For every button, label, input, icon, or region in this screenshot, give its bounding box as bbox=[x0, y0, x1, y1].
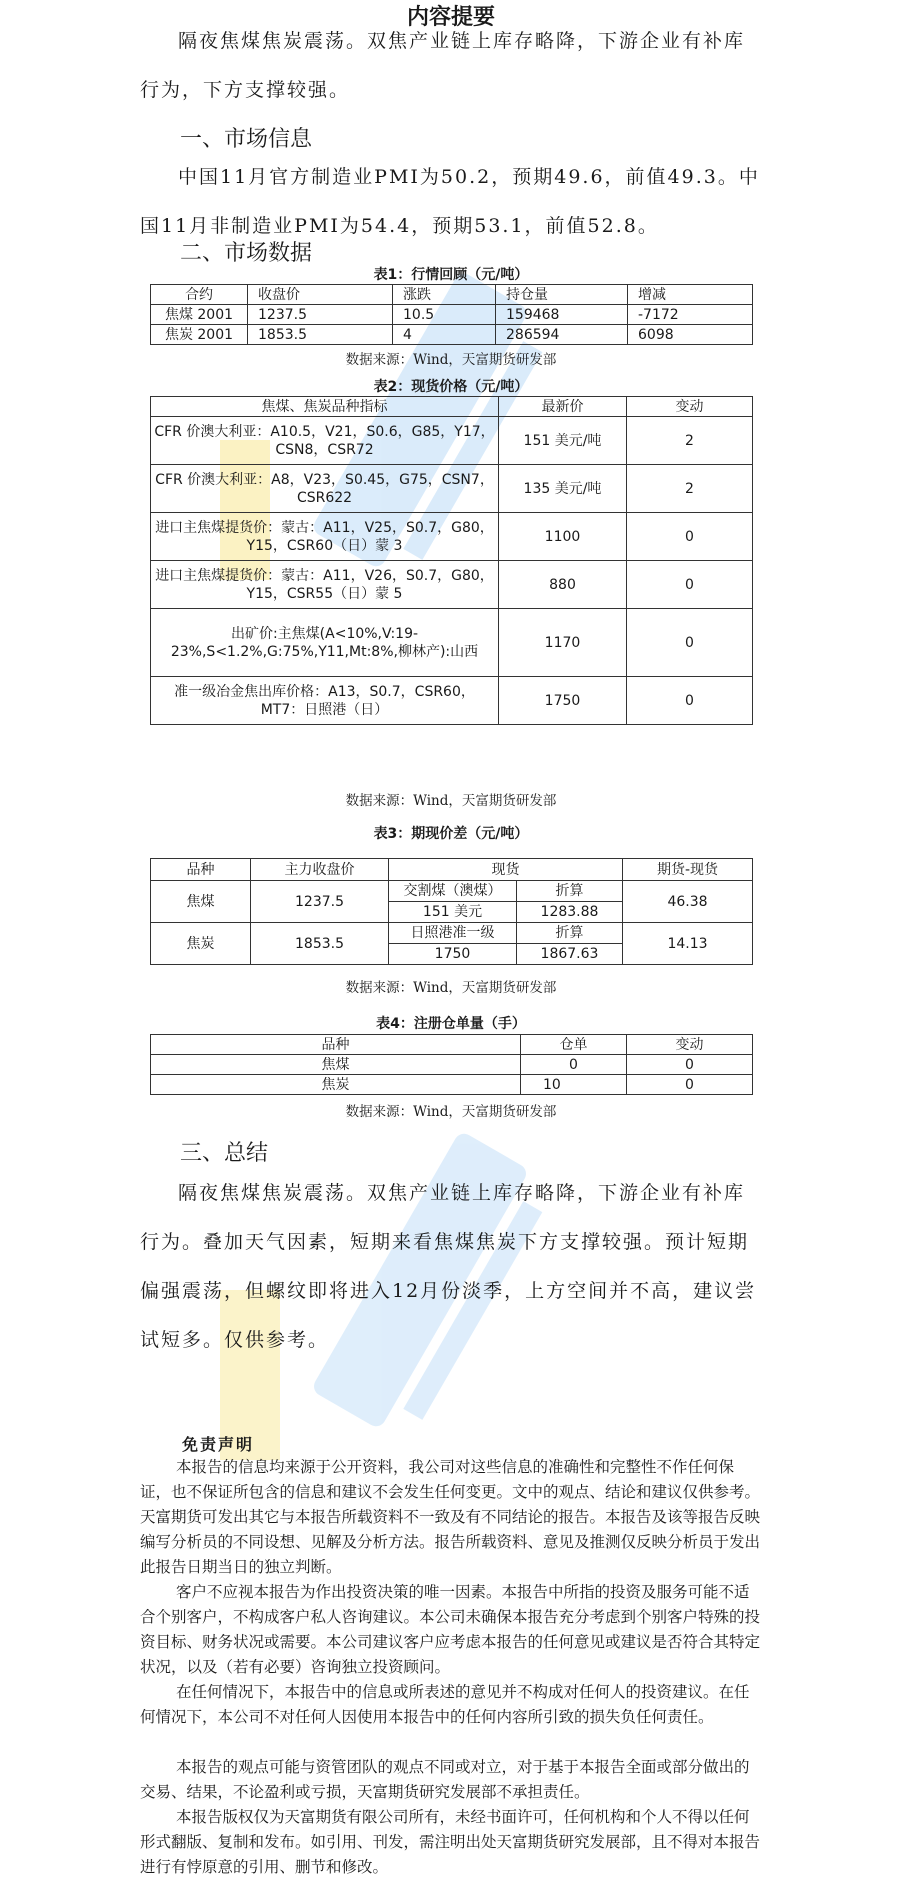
disclaimer-title: 免责声明 bbox=[182, 1435, 255, 1454]
table2 bbox=[150, 396, 753, 725]
disclaimer-paragraph-4: 本报告的观点可能与资管团队的观点不同或对立，对于基于本报告全面或部分做出的交易、结果，不论盈利或亏损，天富期货研究发展部不承担责任。 bbox=[140, 1758, 750, 1801]
table-cell: 0 bbox=[627, 561, 753, 609]
table1-caption: 表1：行情回顾（元/吨） bbox=[373, 267, 529, 283]
table-cell: 2 bbox=[627, 465, 753, 513]
table-cell: 0 bbox=[627, 677, 753, 725]
table-cell: 46.38 bbox=[623, 881, 753, 923]
disclaimer-paragraph-3: 在任何情况下，本报告中的信息或所表述的意见并不构成对任何人的投资建议。在任何情况下，本公司不对任何人因使用本报告中的任何内容所引致的损失负任何责任。 bbox=[140, 1683, 750, 1726]
table-cell: 4 bbox=[393, 325, 496, 345]
table-cell: 0 bbox=[627, 513, 753, 561]
table-cell: 焦煤 2001 bbox=[151, 305, 248, 325]
table4-header-row bbox=[151, 1035, 753, 1055]
table-cell: 1283.88 bbox=[517, 902, 623, 923]
table-cell: -7172 bbox=[628, 305, 753, 325]
table-row bbox=[151, 513, 753, 561]
table-row bbox=[151, 677, 753, 725]
table-cell: 1750 bbox=[389, 944, 517, 965]
table-cell: 焦炭 2001 bbox=[151, 325, 248, 345]
table-cell: 10.5 bbox=[393, 305, 496, 325]
table-row bbox=[151, 881, 753, 902]
table-cell: 进口主焦煤提货价：蒙古：A11，V25，S0.7，G80，Y15，CSR60（日）蒙 3 bbox=[151, 513, 499, 561]
table-cell: 1100 bbox=[499, 513, 627, 561]
table4-caption: 表4：注册仓单量（手） bbox=[376, 1016, 526, 1032]
conclusion-paragraph: 隔夜焦煤焦炭震荡。双焦产业链上库存略降，下游企业有补库行为。叠加天气因素，短期来看焦煤焦炭下方支撑较强。预计短期偏强震荡，但螺纹即将进入12月份淡季，上方空间并不高，建议尝试短多。仅供参考。 bbox=[140, 1182, 757, 1351]
table-cell: 0 bbox=[627, 1075, 753, 1095]
table2-header: 最新价 bbox=[499, 397, 627, 417]
table-cell: 159468 bbox=[496, 305, 628, 325]
table-cell: 出矿价:主焦煤(A<10%,V:19-23%,S<1.2%,G:75%,Y11,Mt:8%,柳林产):山西 bbox=[151, 609, 499, 677]
table3-header: 现货 bbox=[389, 859, 623, 881]
table1-header: 增减 bbox=[628, 285, 753, 305]
table2-caption: 表2：现货价格（元/吨） bbox=[373, 379, 529, 395]
table-cell: 焦煤 bbox=[151, 1055, 521, 1075]
table2-header: 变动 bbox=[627, 397, 753, 417]
table-row bbox=[151, 1055, 753, 1075]
table-cell: CFR 价澳大利亚：A10.5，V21，S0.6，G85，Y17，CSN8，CSR72 bbox=[151, 417, 499, 465]
table-cell: 焦煤 bbox=[151, 881, 251, 923]
table1-header: 合约 bbox=[151, 285, 248, 305]
table-cell: 0 bbox=[521, 1055, 627, 1075]
table3 bbox=[150, 858, 753, 965]
table4-header: 变动 bbox=[627, 1035, 753, 1055]
table-cell: 准一级冶金焦出库价格：A13，S0.7，CSR60，MT7：日照港（日） bbox=[151, 677, 499, 725]
table-row bbox=[151, 325, 753, 345]
table-cell: 151 美元 bbox=[389, 902, 517, 923]
table-cell: 0 bbox=[627, 1055, 753, 1075]
table1-source: 数据来源：Wind，天富期货研发部 bbox=[345, 352, 557, 368]
table-cell: 1750 bbox=[499, 677, 627, 725]
table-cell: 1170 bbox=[499, 609, 627, 677]
section-heading-summary: 三、总结 bbox=[180, 1141, 269, 1166]
table-row bbox=[151, 923, 753, 944]
table-cell: 进口主焦煤提货价：蒙古：A11，V26，S0.7，G80，Y15，CSR55（日）蒙 5 bbox=[151, 561, 499, 609]
table3-header: 品种 bbox=[151, 859, 251, 881]
table-row bbox=[151, 1075, 753, 1095]
table-row bbox=[151, 305, 753, 325]
table-cell: 0 bbox=[627, 609, 753, 677]
table-cell: 1237.5 bbox=[251, 881, 389, 923]
table-row bbox=[151, 609, 753, 677]
table-cell: 880 bbox=[499, 561, 627, 609]
section-heading-market-data: 二、市场数据 bbox=[180, 241, 313, 266]
table-cell: 折算 bbox=[517, 881, 623, 902]
table4-source: 数据来源：Wind，天富期货研发部 bbox=[345, 1104, 557, 1120]
table4 bbox=[150, 1034, 753, 1095]
table-cell: 1867.63 bbox=[517, 944, 623, 965]
table-cell: 10 bbox=[521, 1075, 627, 1095]
table-cell: 286594 bbox=[496, 325, 628, 345]
table2-header-row bbox=[151, 397, 753, 417]
table-cell: 6098 bbox=[628, 325, 753, 345]
table4-header: 品种 bbox=[151, 1035, 521, 1055]
table1-header: 持仓量 bbox=[496, 285, 628, 305]
table-row bbox=[151, 417, 753, 465]
table1-header: 涨跌 bbox=[393, 285, 496, 305]
table3-header: 主力收盘价 bbox=[251, 859, 389, 881]
table-cell: 日照港准一级 bbox=[389, 923, 517, 944]
table-cell: 折算 bbox=[517, 923, 623, 944]
market-info-paragraph: 中国11月官方制造业PMI为50.2，预期49.6，前值49.3。中国11月非制造业PMI为54.4，预期53.1，前值52.8。 bbox=[140, 166, 760, 237]
table-cell: 2 bbox=[627, 417, 753, 465]
table2-header: 焦煤、焦炭品种指标 bbox=[151, 397, 499, 417]
table-cell: 焦炭 bbox=[151, 1075, 521, 1095]
table3-caption: 表3：期现价差（元/吨） bbox=[373, 826, 529, 842]
table-cell: CFR 价澳大利亚：A8，V23，S0.45，G75，CSN7，CSR622 bbox=[151, 465, 499, 513]
table3-header: 期货-现货 bbox=[623, 859, 753, 881]
table1 bbox=[150, 284, 753, 345]
disclaimer-paragraph-2: 客户不应视本报告为作出投资决策的唯一因素。本报告中所指的投资及服务可能不适合个别客户，不构成客户私人咨询建议。本公司未确保本报告充分考虑到个别客户特殊的投资目标、财务状况或需要。本公司建议客户应考虑本报告的任何意见或建议是否符合其特定状况，以及（若有必要）咨询独立投资顾问。 bbox=[140, 1583, 761, 1676]
table-cell: 135 美元/吨 bbox=[499, 465, 627, 513]
table-cell: 1853.5 bbox=[251, 923, 389, 965]
disclaimer-paragraph-5: 本报告版权仅为天富期货有限公司所有，未经书面许可，任何机构和个人不得以任何形式翻版、复制和发布。如引用、刊发，需注明出处天富期货研究发展部，且不得对本报告进行有悖原意的引用、删节和修改。 bbox=[140, 1808, 761, 1876]
section-heading-market-info: 一、市场信息 bbox=[180, 127, 313, 152]
summary-paragraph: 隔夜焦煤焦炭震荡。双焦产业链上库存略降，下游企业有补库行为，下方支撑较强。 bbox=[140, 30, 746, 101]
table1-header-row bbox=[151, 285, 753, 305]
disclaimer-paragraph-1: 本报告的信息均来源于公开资料，我公司对这些信息的准确性和完整性不作任何保证，也不保证所包含的信息和建议不会发生任何变更。文中的观点、结论和建议仅供参考。天富期货可发出其它与本报告所载资料不一致及有不同结论的报告。本报告及该等报告反映编写分析员的不同设想、见解及分析方法。报告所载资料、意见及推测仅反映分析员于发出此报告日期当日的独立判断。 bbox=[140, 1458, 761, 1576]
table1-header: 收盘价 bbox=[248, 285, 393, 305]
table-cell: 交割煤（澳煤） bbox=[389, 881, 517, 902]
table-row bbox=[151, 561, 753, 609]
table3-header-row bbox=[151, 859, 753, 881]
page-title: 内容提要 bbox=[406, 5, 495, 30]
table-row bbox=[151, 465, 753, 513]
table-cell: 1237.5 bbox=[248, 305, 393, 325]
table2-source: 数据来源：Wind，天富期货研发部 bbox=[345, 793, 557, 809]
table-cell: 1853.5 bbox=[248, 325, 393, 345]
table-cell: 焦炭 bbox=[151, 923, 251, 965]
table3-source: 数据来源：Wind，天富期货研发部 bbox=[345, 980, 557, 996]
table-cell: 151 美元/吨 bbox=[499, 417, 627, 465]
table4-header: 仓单 bbox=[521, 1035, 627, 1055]
table-cell: 14.13 bbox=[623, 923, 753, 965]
